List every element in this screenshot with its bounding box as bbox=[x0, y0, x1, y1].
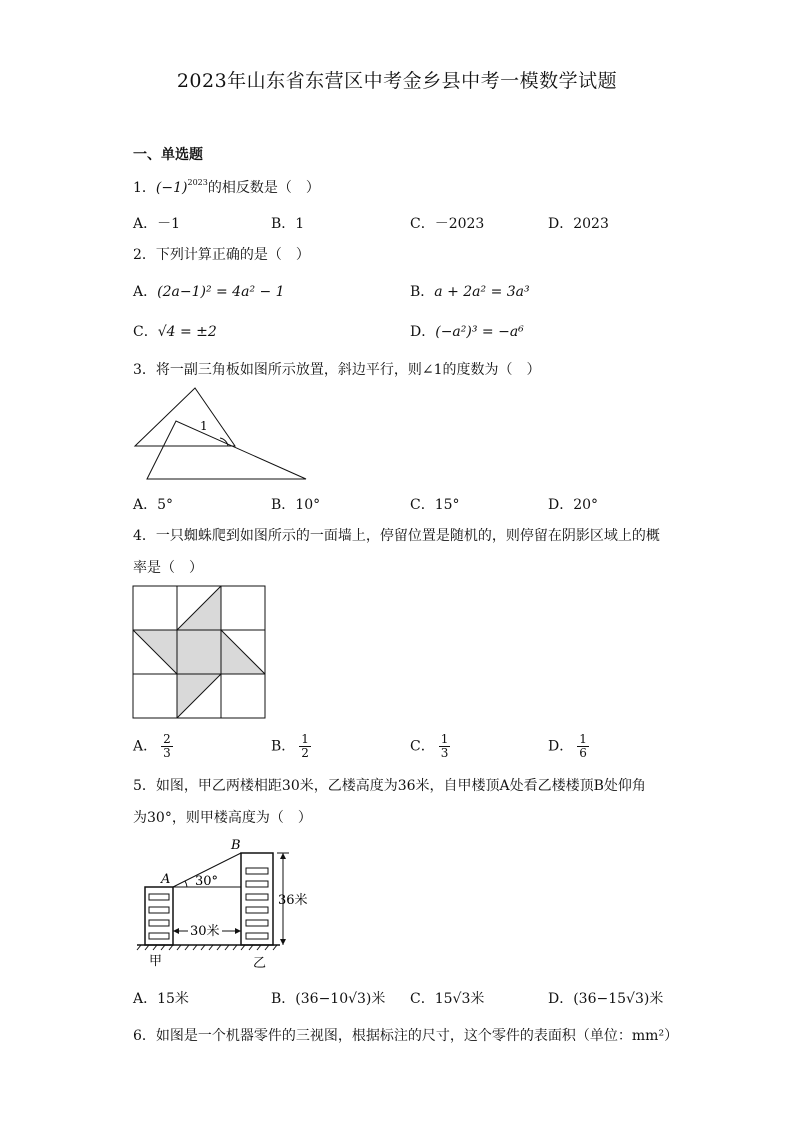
q5-option-b[interactable]: B．(36−10√3)米 bbox=[271, 991, 386, 1007]
q4-d-den: 6 bbox=[579, 746, 587, 760]
q2-b-label: B． bbox=[410, 284, 435, 300]
q2-d-expr: (−a²)³ = −a⁶ bbox=[435, 324, 524, 340]
question-3-stem: 3．将一副三角板如图所示放置，斜边平行，则∠1的度数为（ ） bbox=[133, 362, 541, 378]
q2-option-d[interactable] bbox=[410, 321, 524, 341]
question-6-stem: 6．如图是一个机器零件的三视图，根据标注的尺寸，这个零件的表面积（单位：mm²） bbox=[133, 1028, 679, 1044]
q4-option-c[interactable] bbox=[410, 733, 450, 760]
q2-option-c[interactable] bbox=[133, 321, 217, 341]
q2-d-label: D． bbox=[410, 324, 436, 340]
q3-triangles-figure bbox=[130, 385, 310, 485]
q5-right-windows bbox=[246, 868, 268, 939]
q3-option-d[interactable]: D．20° bbox=[548, 497, 599, 513]
q1-base: (−1) bbox=[155, 180, 188, 196]
q5-left-windows bbox=[149, 894, 169, 939]
question-1-stem bbox=[133, 177, 320, 197]
q5-option-a[interactable]: A．15米 bbox=[133, 991, 189, 1007]
q4-c-num: 1 bbox=[440, 732, 449, 746]
q5-left-building-label: 甲 bbox=[149, 954, 163, 969]
q4-c-fraction bbox=[439, 733, 451, 760]
q2-c-label: C． bbox=[133, 324, 158, 340]
question-4-stem-line1: 4．一只蜘蛛爬到如图所示的一面墙上，停留位置是随机的，则停留在阴影区域上的概 bbox=[133, 528, 660, 544]
q5-angle-arc bbox=[185, 881, 187, 887]
q4-d-label: D． bbox=[548, 738, 574, 755]
q4-a-fraction bbox=[161, 733, 173, 760]
q4-option-b[interactable] bbox=[271, 733, 311, 760]
q2-a-expr: (2a−1)² = 4a² − 1 bbox=[157, 284, 285, 300]
q4-a-num: 2 bbox=[163, 732, 171, 746]
q4-shaded-region bbox=[133, 586, 265, 718]
q5-height-label: 36米 bbox=[278, 893, 308, 908]
q2-option-a[interactable] bbox=[133, 281, 285, 301]
q4-a-den: 3 bbox=[163, 746, 171, 760]
q1-prefix: 1． bbox=[133, 180, 156, 196]
q2-option-b[interactable] bbox=[410, 281, 530, 301]
q1-suffix: 的相反数是（ ） bbox=[207, 180, 320, 196]
q5-distance-arrow-right bbox=[235, 928, 241, 934]
q4-d-num: 1 bbox=[579, 732, 587, 746]
q5-buildings-figure bbox=[135, 835, 325, 970]
q5-distance-label: 30米 bbox=[190, 924, 220, 939]
section-heading: 一、单选题 bbox=[133, 147, 203, 163]
q1-option-a[interactable]: A．－1 bbox=[133, 216, 181, 232]
q3-option-b[interactable]: B．10° bbox=[271, 497, 321, 513]
q3-option-a[interactable]: A．5° bbox=[133, 497, 174, 513]
q4-c-den: 3 bbox=[440, 746, 449, 760]
q4-b-den: 2 bbox=[301, 746, 309, 760]
q1-exponent: 2023 bbox=[187, 178, 208, 187]
question-2-stem: 2．下列计算正确的是（ ） bbox=[133, 247, 310, 263]
q5-angle-label: 30° bbox=[195, 874, 219, 889]
q4-option-d[interactable] bbox=[548, 733, 589, 760]
q1-option-d[interactable]: D．2023 bbox=[548, 216, 609, 232]
q1-option-c[interactable]: C．－2023 bbox=[410, 216, 485, 232]
q2-c-expr: √4 = ±2 bbox=[157, 324, 217, 340]
q5-height-arrow-bottom bbox=[280, 939, 286, 945]
q5-option-c[interactable]: C．15√3米 bbox=[410, 991, 485, 1007]
q5-option-d[interactable]: D．(36−15√3)米 bbox=[548, 991, 664, 1007]
q5-distance-arrow-left bbox=[173, 928, 179, 934]
q5-point-b: B bbox=[231, 838, 241, 853]
q4-b-fraction bbox=[299, 733, 311, 760]
q4-grid-figure bbox=[132, 585, 267, 719]
q3-angle-label: 1 bbox=[200, 419, 208, 433]
q4-d-fraction bbox=[577, 733, 589, 760]
question-5-stem-line2: 为30°，则甲楼高度为（ ） bbox=[133, 810, 312, 826]
q2-a-label: A． bbox=[133, 284, 158, 300]
q4-b-label: B． bbox=[271, 738, 296, 755]
q5-point-a: A bbox=[161, 872, 171, 887]
q4-c-label: C． bbox=[410, 738, 435, 755]
q3-option-c[interactable]: C．15° bbox=[410, 497, 460, 513]
q3-lower-triangle bbox=[147, 421, 306, 479]
q4-option-a[interactable] bbox=[133, 733, 173, 760]
q3-upper-triangle bbox=[135, 388, 235, 446]
q2-b-expr: a + 2a² = 3a³ bbox=[434, 284, 530, 300]
q1-option-b[interactable]: B．1 bbox=[271, 216, 305, 232]
q5-right-building-label: 乙 bbox=[253, 956, 267, 970]
question-4-stem-line2: 率是（ ） bbox=[133, 560, 203, 576]
question-5-stem-line1: 5．如图，甲乙两楼相距30米，乙楼高度为36米，自甲楼顶A处看乙楼楼顶B处仰角 bbox=[133, 778, 646, 794]
q4-a-label: A． bbox=[133, 738, 158, 755]
q4-b-num: 1 bbox=[301, 732, 309, 746]
page-title: 2023年山东省东营区中考金乡县中考一模数学试题 bbox=[176, 70, 618, 92]
q5-height-arrow-top bbox=[280, 853, 286, 859]
